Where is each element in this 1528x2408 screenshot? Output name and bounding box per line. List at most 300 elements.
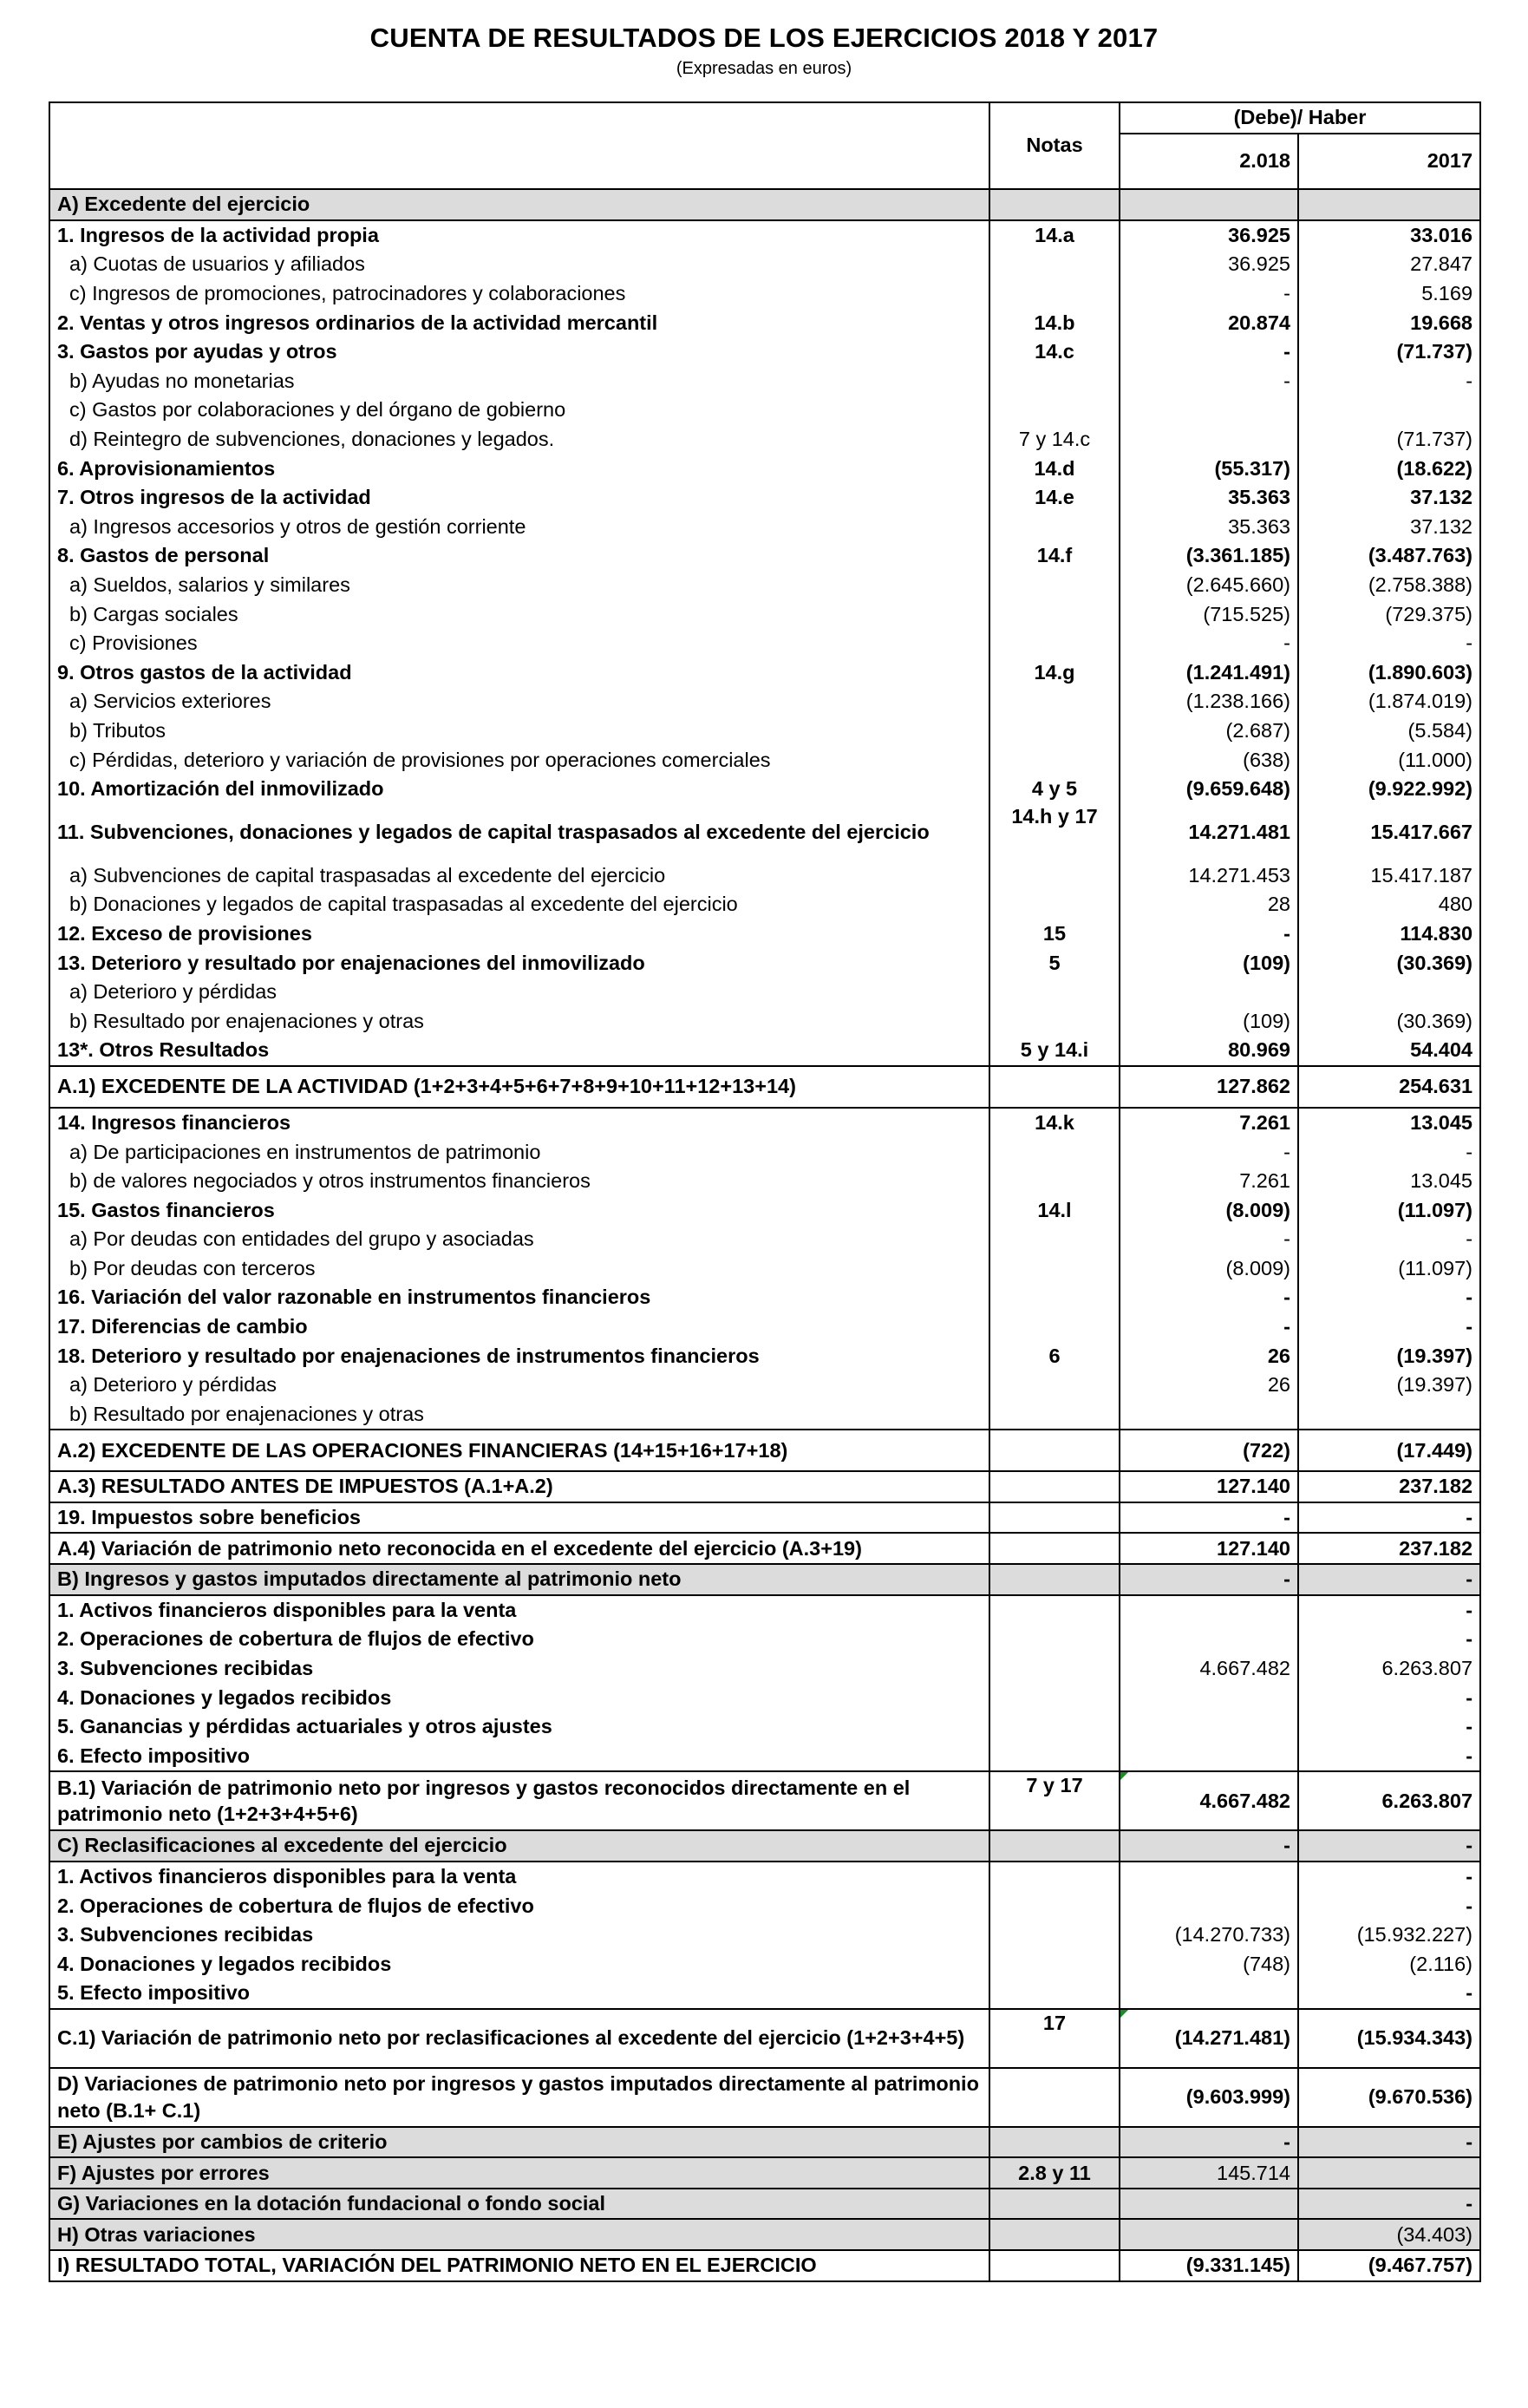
table-row bbox=[49, 803, 1480, 860]
table-row bbox=[49, 1167, 1480, 1196]
table-row bbox=[49, 2189, 1480, 2220]
row-concept: 6. Aprovisionamientos bbox=[49, 454, 989, 483]
row-value-2017: 13.045 bbox=[1298, 1108, 1480, 1138]
row-value-2018 bbox=[1120, 978, 1298, 1007]
row-value-2018 bbox=[1120, 1742, 1298, 1772]
row-nota bbox=[989, 1312, 1120, 1342]
row-value-2017: (9.467.757) bbox=[1298, 2250, 1480, 2281]
row-value-2018: 36.925 bbox=[1120, 220, 1298, 251]
table-row bbox=[49, 1254, 1480, 1284]
row-value-2018: 4.667.482 bbox=[1120, 1654, 1298, 1684]
row-nota bbox=[989, 1066, 1120, 1108]
table-row bbox=[49, 2127, 1480, 2158]
row-value-2018 bbox=[1120, 1979, 1298, 2009]
row-nota bbox=[989, 1283, 1120, 1312]
row-nota: 7 y 17 bbox=[989, 1771, 1120, 1830]
table-row bbox=[49, 1742, 1480, 1772]
row-value-2017: - bbox=[1298, 1742, 1480, 1772]
row-value-2017: 6.263.807 bbox=[1298, 1771, 1480, 1830]
row-value-2017: - bbox=[1298, 367, 1480, 396]
row-concept: b) Ayudas no monetarias bbox=[49, 367, 989, 396]
table-row bbox=[49, 483, 1480, 513]
row-value-2018: 145.714 bbox=[1120, 2157, 1298, 2189]
row-nota: 14.a bbox=[989, 220, 1120, 251]
table-row bbox=[49, 571, 1480, 600]
row-value-2018: (722) bbox=[1120, 1430, 1298, 1471]
row-nota bbox=[989, 571, 1120, 600]
row-concept: 2. Operaciones de cobertura de flujos de efectivo bbox=[49, 1891, 989, 1921]
row-value-2018: (109) bbox=[1120, 948, 1298, 978]
row-concept: 3. Subvenciones recibidas bbox=[49, 1921, 989, 1950]
row-nota bbox=[989, 745, 1120, 775]
row-value-2018: (14.270.733) bbox=[1120, 1921, 1298, 1950]
row-value-2017: (729.375) bbox=[1298, 599, 1480, 629]
row-concept: 1. Activos financieros disponibles para la venta bbox=[49, 1595, 989, 1626]
table-row bbox=[49, 658, 1480, 688]
table-row bbox=[49, 454, 1480, 483]
row-nota bbox=[989, 1471, 1120, 1502]
row-concept: 6. Efecto impositivo bbox=[49, 1742, 989, 1772]
row-nota bbox=[989, 279, 1120, 309]
row-value-2017: (9.670.536) bbox=[1298, 2068, 1480, 2127]
table-row bbox=[49, 948, 1480, 978]
row-nota bbox=[989, 1862, 1120, 1892]
row-value-2017: (15.932.227) bbox=[1298, 1921, 1480, 1950]
table-row bbox=[49, 1564, 1480, 1595]
row-value-2017: 5.169 bbox=[1298, 279, 1480, 309]
table-row bbox=[49, 367, 1480, 396]
income-statement-table bbox=[49, 101, 1481, 2282]
row-value-2017: 114.830 bbox=[1298, 919, 1480, 949]
table-row bbox=[49, 2250, 1480, 2281]
row-value-2018: 127.140 bbox=[1120, 1471, 1298, 1502]
table-row bbox=[49, 1979, 1480, 2009]
row-nota bbox=[989, 1979, 1120, 2009]
row-value-2018 bbox=[1120, 1712, 1298, 1742]
row-nota bbox=[989, 189, 1120, 220]
table-row bbox=[49, 1341, 1480, 1371]
table-row bbox=[49, 1195, 1480, 1225]
row-value-2017: - bbox=[1298, 1502, 1480, 1534]
table-row bbox=[49, 1712, 1480, 1742]
row-concept: B.1) Variación de patrimonio neto por ingresos y gastos reconocidos directamente en el patrimonio neto (1+2+3+4+5+6) bbox=[49, 1771, 989, 1830]
row-concept: 2. Ventas y otros ingresos ordinarios de la actividad mercantil bbox=[49, 308, 989, 337]
table-row bbox=[49, 1371, 1480, 1400]
row-nota bbox=[989, 629, 1120, 658]
row-value-2018: - bbox=[1120, 1502, 1298, 1534]
table-row bbox=[49, 1006, 1480, 1036]
row-concept: A) Excedente del ejercicio bbox=[49, 189, 989, 220]
row-value-2017: 37.132 bbox=[1298, 513, 1480, 542]
row-value-2017: - bbox=[1298, 629, 1480, 658]
row-concept: 16. Variación del valor razonable en instrumentos financieros bbox=[49, 1283, 989, 1312]
table-row bbox=[49, 1225, 1480, 1254]
row-value-2017: (15.934.343) bbox=[1298, 2009, 1480, 2068]
table-row bbox=[49, 717, 1480, 746]
table-row bbox=[49, 1595, 1480, 1626]
row-value-2018: 4.667.482 bbox=[1120, 1771, 1298, 1830]
table-row bbox=[49, 396, 1480, 425]
table-row bbox=[49, 1949, 1480, 1979]
row-value-2018: - bbox=[1120, 1830, 1298, 1862]
row-concept: F) Ajustes por errores bbox=[49, 2157, 989, 2189]
table-row bbox=[49, 2219, 1480, 2250]
row-value-2017: - bbox=[1298, 1312, 1480, 1342]
row-concept: 13. Deterioro y resultado por enajenaciones del inmovilizado bbox=[49, 948, 989, 978]
row-concept: A.1) EXCEDENTE DE LA ACTIVIDAD (1+2+3+4+5+6+7+8+9+10+11+12+13+14) bbox=[49, 1066, 989, 1108]
row-nota bbox=[989, 2219, 1120, 2250]
row-value-2018 bbox=[1120, 1683, 1298, 1712]
document-subtitle: (Expresadas en euros) bbox=[676, 59, 852, 78]
row-value-2018 bbox=[1120, 1862, 1298, 1892]
row-value-2017: 37.132 bbox=[1298, 483, 1480, 513]
row-concept: b) Cargas sociales bbox=[49, 599, 989, 629]
row-value-2018 bbox=[1120, 2189, 1298, 2220]
row-value-2017: (17.449) bbox=[1298, 1430, 1480, 1471]
row-concept: 4. Donaciones y legados recibidos bbox=[49, 1683, 989, 1712]
row-concept: a) Deterioro y pérdidas bbox=[49, 978, 989, 1007]
table-row bbox=[49, 1036, 1480, 1066]
row-value-2018 bbox=[1120, 189, 1298, 220]
row-concept: a) Ingresos accesorios y otros de gestión corriente bbox=[49, 513, 989, 542]
row-value-2018: (109) bbox=[1120, 1006, 1298, 1036]
row-nota bbox=[989, 396, 1120, 425]
row-nota bbox=[989, 890, 1120, 919]
row-value-2017: (11.097) bbox=[1298, 1254, 1480, 1284]
row-value-2017: (18.622) bbox=[1298, 454, 1480, 483]
row-nota: 14.e bbox=[989, 483, 1120, 513]
row-nota bbox=[989, 1400, 1120, 1430]
row-value-2017: (11.097) bbox=[1298, 1195, 1480, 1225]
row-concept: 9. Otros gastos de la actividad bbox=[49, 658, 989, 688]
row-value-2017: - bbox=[1298, 1683, 1480, 1712]
row-concept: c) Pérdidas, deterioro y variación de provisiones por operaciones comerciales bbox=[49, 745, 989, 775]
row-nota bbox=[989, 2127, 1120, 2158]
table-row bbox=[49, 687, 1480, 717]
row-nota bbox=[989, 978, 1120, 1007]
row-nota bbox=[989, 1921, 1120, 1950]
row-value-2018: - bbox=[1120, 367, 1298, 396]
header-row bbox=[49, 102, 1480, 134]
row-nota: 14.c bbox=[989, 337, 1120, 367]
row-nota bbox=[989, 1533, 1120, 1564]
row-value-2018: - bbox=[1120, 1137, 1298, 1167]
row-value-2017: (11.000) bbox=[1298, 745, 1480, 775]
row-nota: 14.f bbox=[989, 541, 1120, 571]
row-concept: 8. Gastos de personal bbox=[49, 541, 989, 571]
row-nota bbox=[989, 717, 1120, 746]
row-value-2017: (2.758.388) bbox=[1298, 571, 1480, 600]
row-concept: b) de valores negociados y otros instrumentos financieros bbox=[49, 1167, 989, 1196]
row-concept: a) De participaciones en instrumentos de patrimonio bbox=[49, 1137, 989, 1167]
table-row bbox=[49, 890, 1480, 919]
row-value-2018: 127.140 bbox=[1120, 1533, 1298, 1564]
row-value-2018: (638) bbox=[1120, 745, 1298, 775]
row-concept: a) Cuotas de usuarios y afiliados bbox=[49, 250, 989, 279]
row-nota bbox=[989, 513, 1120, 542]
table-row bbox=[49, 513, 1480, 542]
row-nota bbox=[989, 367, 1120, 396]
header-notas: Notas bbox=[989, 102, 1120, 189]
row-value-2018: (3.361.185) bbox=[1120, 541, 1298, 571]
row-nota: 14.l bbox=[989, 1195, 1120, 1225]
row-value-2017: 15.417.667 bbox=[1298, 803, 1480, 860]
row-concept: a) Deterioro y pérdidas bbox=[49, 1371, 989, 1400]
row-value-2018: 28 bbox=[1120, 890, 1298, 919]
row-concept: a) Por deudas con entidades del grupo y asociadas bbox=[49, 1225, 989, 1254]
row-value-2018: - bbox=[1120, 2127, 1298, 2158]
row-nota bbox=[989, 1742, 1120, 1772]
row-nota bbox=[989, 2068, 1120, 2127]
row-concept: b) Por deudas con terceros bbox=[49, 1254, 989, 1284]
row-value-2017: (34.403) bbox=[1298, 2219, 1480, 2250]
row-value-2017: 27.847 bbox=[1298, 250, 1480, 279]
row-value-2017: - bbox=[1298, 1564, 1480, 1595]
row-value-2018 bbox=[1120, 1625, 1298, 1654]
row-concept: 1. Activos financieros disponibles para la venta bbox=[49, 1862, 989, 1892]
row-concept: C) Reclasificaciones al excedente del ejercicio bbox=[49, 1830, 989, 1862]
table-row bbox=[49, 337, 1480, 367]
row-value-2017: (3.487.763) bbox=[1298, 541, 1480, 571]
row-concept: C.1) Variación de patrimonio neto por reclasificaciones al excedente del ejercicio (1+2+3+4+5) bbox=[49, 2009, 989, 2068]
row-nota bbox=[989, 1254, 1120, 1284]
row-value-2018: 35.363 bbox=[1120, 483, 1298, 513]
row-value-2018: 36.925 bbox=[1120, 250, 1298, 279]
row-concept: D) Variaciones de patrimonio neto por ingresos y gastos imputados directamente al patrimonio neto (B.1+ C.1) bbox=[49, 2068, 989, 2127]
table-row bbox=[49, 541, 1480, 571]
row-nota: 14.b bbox=[989, 308, 1120, 337]
table-row bbox=[49, 978, 1480, 1007]
row-concept: A.2) EXCEDENTE DE LAS OPERACIONES FINANCIERAS (14+15+16+17+18) bbox=[49, 1430, 989, 1471]
row-concept: b) Resultado por enajenaciones y otras bbox=[49, 1006, 989, 1036]
row-value-2018: (8.009) bbox=[1120, 1254, 1298, 1284]
row-value-2017: 6.263.807 bbox=[1298, 1654, 1480, 1684]
table-row bbox=[49, 1471, 1480, 1502]
row-value-2018: - bbox=[1120, 337, 1298, 367]
table-row bbox=[49, 1400, 1480, 1430]
table-row bbox=[49, 2009, 1480, 2068]
row-value-2017: (2.116) bbox=[1298, 1949, 1480, 1979]
row-value-2018: 7.261 bbox=[1120, 1108, 1298, 1138]
row-nota: 5 bbox=[989, 948, 1120, 978]
row-nota bbox=[989, 1683, 1120, 1712]
row-nota bbox=[989, 2189, 1120, 2220]
row-value-2017: - bbox=[1298, 1979, 1480, 2009]
row-value-2018: - bbox=[1120, 1312, 1298, 1342]
row-value-2017: (5.584) bbox=[1298, 717, 1480, 746]
row-value-2018: 35.363 bbox=[1120, 513, 1298, 542]
row-concept: B) Ingresos y gastos imputados directamente al patrimonio neto bbox=[49, 1564, 989, 1595]
row-nota: 17 bbox=[989, 2009, 1120, 2068]
row-concept: I) RESULTADO TOTAL, VARIACIÓN DEL PATRIMONIO NETO EN EL EJERCICIO bbox=[49, 2250, 989, 2281]
table-row bbox=[49, 775, 1480, 804]
row-nota: 6 bbox=[989, 1341, 1120, 1371]
row-nota bbox=[989, 1712, 1120, 1742]
row-nota: 7 y 14.c bbox=[989, 425, 1120, 455]
row-value-2018: (1.238.166) bbox=[1120, 687, 1298, 717]
row-value-2017: - bbox=[1298, 1625, 1480, 1654]
row-concept: a) Sueldos, salarios y similares bbox=[49, 571, 989, 600]
table-row bbox=[49, 1830, 1480, 1862]
row-value-2017: 33.016 bbox=[1298, 220, 1480, 251]
row-nota bbox=[989, 1595, 1120, 1626]
row-concept: a) Servicios exteriores bbox=[49, 687, 989, 717]
row-value-2017: - bbox=[1298, 1137, 1480, 1167]
row-concept: c) Ingresos de promociones, patrocinadores y colaboraciones bbox=[49, 279, 989, 309]
row-nota bbox=[989, 860, 1120, 890]
row-concept: 18. Deterioro y resultado por enajenaciones de instrumentos financieros bbox=[49, 1341, 989, 1371]
table-row bbox=[49, 1921, 1480, 1950]
row-concept: c) Gastos por colaboraciones y del órgano de gobierno bbox=[49, 396, 989, 425]
row-nota: 14.g bbox=[989, 658, 1120, 688]
row-concept: c) Provisiones bbox=[49, 629, 989, 658]
row-concept: d) Reintegro de subvenciones, donaciones y legados. bbox=[49, 425, 989, 455]
row-concept: 4. Donaciones y legados recibidos bbox=[49, 1949, 989, 1979]
table-row bbox=[49, 1430, 1480, 1471]
row-value-2017: - bbox=[1298, 2127, 1480, 2158]
row-value-2018: (9.659.648) bbox=[1120, 775, 1298, 804]
row-value-2017 bbox=[1298, 1400, 1480, 1430]
row-value-2018 bbox=[1120, 2219, 1298, 2250]
table-row bbox=[49, 189, 1480, 220]
row-nota bbox=[989, 1167, 1120, 1196]
header-year-2017: 2017 bbox=[1298, 134, 1480, 189]
row-nota bbox=[989, 1225, 1120, 1254]
table-row bbox=[49, 860, 1480, 890]
row-value-2018: (748) bbox=[1120, 1949, 1298, 1979]
row-value-2018: (9.603.999) bbox=[1120, 2068, 1298, 2127]
row-nota bbox=[989, 1891, 1120, 1921]
row-value-2017: (19.397) bbox=[1298, 1341, 1480, 1371]
row-value-2017: 15.417.187 bbox=[1298, 860, 1480, 890]
row-concept: H) Otras variaciones bbox=[49, 2219, 989, 2250]
row-nota bbox=[989, 1371, 1120, 1400]
row-concept: 3. Gastos por ayudas y otros bbox=[49, 337, 989, 367]
row-value-2018: (2.645.660) bbox=[1120, 571, 1298, 600]
row-concept: A.3) RESULTADO ANTES DE IMPUESTOS (A.1+A.2) bbox=[49, 1471, 989, 1502]
row-nota bbox=[989, 1830, 1120, 1862]
row-value-2018: 14.271.453 bbox=[1120, 860, 1298, 890]
row-value-2018: 26 bbox=[1120, 1371, 1298, 1400]
row-value-2017: 237.182 bbox=[1298, 1533, 1480, 1564]
table-row bbox=[49, 425, 1480, 455]
row-concept: 19. Impuestos sobre beneficios bbox=[49, 1502, 989, 1534]
row-nota bbox=[989, 1654, 1120, 1684]
row-value-2018: - bbox=[1120, 279, 1298, 309]
document-title: CUENTA DE RESULTADOS DE LOS EJERCICIOS 2018 Y 2017 bbox=[369, 23, 1159, 53]
row-nota bbox=[989, 1625, 1120, 1654]
table-row bbox=[49, 1108, 1480, 1138]
row-value-2017: - bbox=[1298, 1225, 1480, 1254]
row-nota: 5 y 14.i bbox=[989, 1036, 1120, 1066]
table-row bbox=[49, 1771, 1480, 1830]
table-row bbox=[49, 308, 1480, 337]
row-value-2017 bbox=[1298, 189, 1480, 220]
header-concept-cell bbox=[49, 102, 989, 189]
table-row bbox=[49, 1502, 1480, 1534]
row-value-2017 bbox=[1298, 396, 1480, 425]
income-statement-body bbox=[49, 102, 1480, 2281]
row-value-2018: (9.331.145) bbox=[1120, 2250, 1298, 2281]
row-value-2017: (71.737) bbox=[1298, 337, 1480, 367]
table-row bbox=[49, 745, 1480, 775]
row-value-2018: 14.271.481 bbox=[1120, 803, 1298, 860]
row-value-2017: - bbox=[1298, 1830, 1480, 1862]
row-nota: 14.k bbox=[989, 1108, 1120, 1138]
row-value-2018: - bbox=[1120, 1564, 1298, 1595]
row-value-2017: - bbox=[1298, 1862, 1480, 1892]
row-nota bbox=[989, 1949, 1120, 1979]
row-concept: 2. Operaciones de cobertura de flujos de efectivo bbox=[49, 1625, 989, 1654]
table-row bbox=[49, 1066, 1480, 1108]
row-value-2017: - bbox=[1298, 1891, 1480, 1921]
row-value-2017: (1.890.603) bbox=[1298, 658, 1480, 688]
row-concept: b) Donaciones y legados de capital traspasadas al excedente del ejercicio bbox=[49, 890, 989, 919]
row-nota bbox=[989, 2250, 1120, 2281]
row-concept: 17. Diferencias de cambio bbox=[49, 1312, 989, 1342]
row-value-2017: - bbox=[1298, 1595, 1480, 1626]
row-value-2017: (1.874.019) bbox=[1298, 687, 1480, 717]
row-value-2017 bbox=[1298, 2157, 1480, 2189]
row-nota bbox=[989, 599, 1120, 629]
row-value-2018: 80.969 bbox=[1120, 1036, 1298, 1066]
row-value-2018 bbox=[1120, 425, 1298, 455]
row-nota: 14.d bbox=[989, 454, 1120, 483]
row-value-2018: 127.862 bbox=[1120, 1066, 1298, 1108]
row-value-2017: 237.182 bbox=[1298, 1471, 1480, 1502]
table-row bbox=[49, 1533, 1480, 1564]
header-year-2018: 2.018 bbox=[1120, 134, 1298, 189]
row-nota bbox=[989, 1006, 1120, 1036]
row-nota bbox=[989, 1564, 1120, 1595]
row-value-2017: - bbox=[1298, 1283, 1480, 1312]
row-value-2017: (30.369) bbox=[1298, 948, 1480, 978]
table-row bbox=[49, 2157, 1480, 2189]
row-value-2017: 13.045 bbox=[1298, 1167, 1480, 1196]
row-value-2017: (71.737) bbox=[1298, 425, 1480, 455]
row-concept: A.4) Variación de patrimonio neto reconocida en el excedente del ejercicio (A.3+19) bbox=[49, 1533, 989, 1564]
row-value-2018: (55.317) bbox=[1120, 454, 1298, 483]
row-concept: 10. Amortización del inmovilizado bbox=[49, 775, 989, 804]
table-row bbox=[49, 1137, 1480, 1167]
row-concept: 5. Efecto impositivo bbox=[49, 1979, 989, 2009]
row-value-2018: (2.687) bbox=[1120, 717, 1298, 746]
table-row bbox=[49, 1891, 1480, 1921]
row-nota: 2.8 y 11 bbox=[989, 2157, 1120, 2189]
row-concept: G) Variaciones en la dotación fundacional o fondo social bbox=[49, 2189, 989, 2220]
row-concept: b) Tributos bbox=[49, 717, 989, 746]
row-nota bbox=[989, 250, 1120, 279]
row-concept: E) Ajustes por cambios de criterio bbox=[49, 2127, 989, 2158]
row-value-2017: 54.404 bbox=[1298, 1036, 1480, 1066]
row-value-2018: (8.009) bbox=[1120, 1195, 1298, 1225]
row-value-2017: (9.922.992) bbox=[1298, 775, 1480, 804]
header-debe-haber: (Debe)/ Haber bbox=[1120, 102, 1480, 134]
row-value-2018: 7.261 bbox=[1120, 1167, 1298, 1196]
table-row bbox=[49, 279, 1480, 309]
row-nota bbox=[989, 1430, 1120, 1471]
row-value-2017: (19.397) bbox=[1298, 1371, 1480, 1400]
row-value-2017: (30.369) bbox=[1298, 1006, 1480, 1036]
row-concept: 1. Ingresos de la actividad propia bbox=[49, 220, 989, 251]
row-nota: 4 y 5 bbox=[989, 775, 1120, 804]
row-value-2017 bbox=[1298, 978, 1480, 1007]
row-value-2018 bbox=[1120, 396, 1298, 425]
table-row bbox=[49, 1312, 1480, 1342]
table-row bbox=[49, 919, 1480, 949]
row-concept: 12. Exceso de provisiones bbox=[49, 919, 989, 949]
row-concept: 11. Subvenciones, donaciones y legados de capital traspasados al excedente del ejercicio bbox=[49, 803, 989, 860]
